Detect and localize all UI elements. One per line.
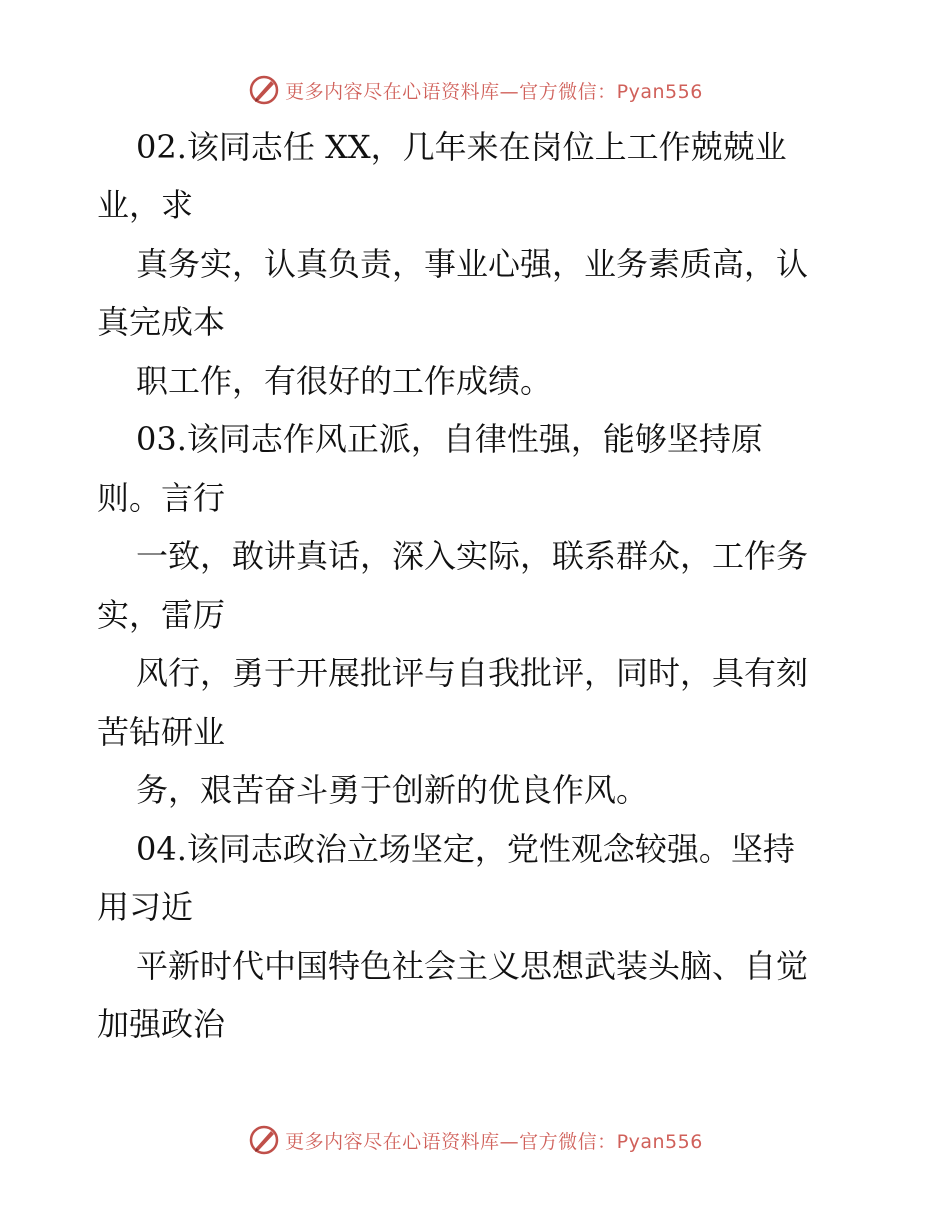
text-line: 实，雷厉 (97, 596, 226, 634)
text-line: 务，艰苦奋斗勇于创新的优良作风。 (136, 771, 649, 809)
pen-logo-icon (247, 73, 281, 107)
text-line: 业，求 (97, 186, 194, 224)
text-line: 真务实，认真负责，事业心强，业务素质高，认 (136, 245, 809, 283)
text-line: 真完成本 (97, 303, 226, 341)
text-line: 用习近 (97, 888, 194, 926)
footer-watermark-text: 更多内容尽在心语资料库—官方微信：Pyan556 (285, 1130, 703, 1153)
text-line: 加强政治 (97, 1005, 226, 1043)
text-line: 02.该同志任 XX，几年来在岗位上工作兢兢业 (136, 128, 787, 166)
text-line: 平新时代中国特色社会主义思想武装头脑、自觉 (136, 947, 809, 985)
footer-watermark (0, 1120, 950, 1160)
text-line: 职工作，有很好的工作成绩。 (136, 362, 553, 400)
pen-logo-icon (247, 1123, 281, 1157)
header-watermark (0, 70, 950, 110)
text-line: 一致，敢讲真话，深入实际，联系群众，工作务 (136, 537, 809, 575)
text-line: 苦钻研业 (97, 713, 226, 751)
text-line: 03.该同志作风正派，自律性强，能够坚持原 (136, 420, 763, 458)
text-line: 04.该同志政治立场坚定，党性观念较强。坚持 (136, 830, 795, 868)
header-watermark-text: 更多内容尽在心语资料库—官方微信：Pyan556 (285, 80, 703, 103)
text-line: 风行，勇于开展批评与自我批评，同时，具有刻 (136, 654, 809, 692)
text-line: 则。言行 (97, 479, 226, 517)
